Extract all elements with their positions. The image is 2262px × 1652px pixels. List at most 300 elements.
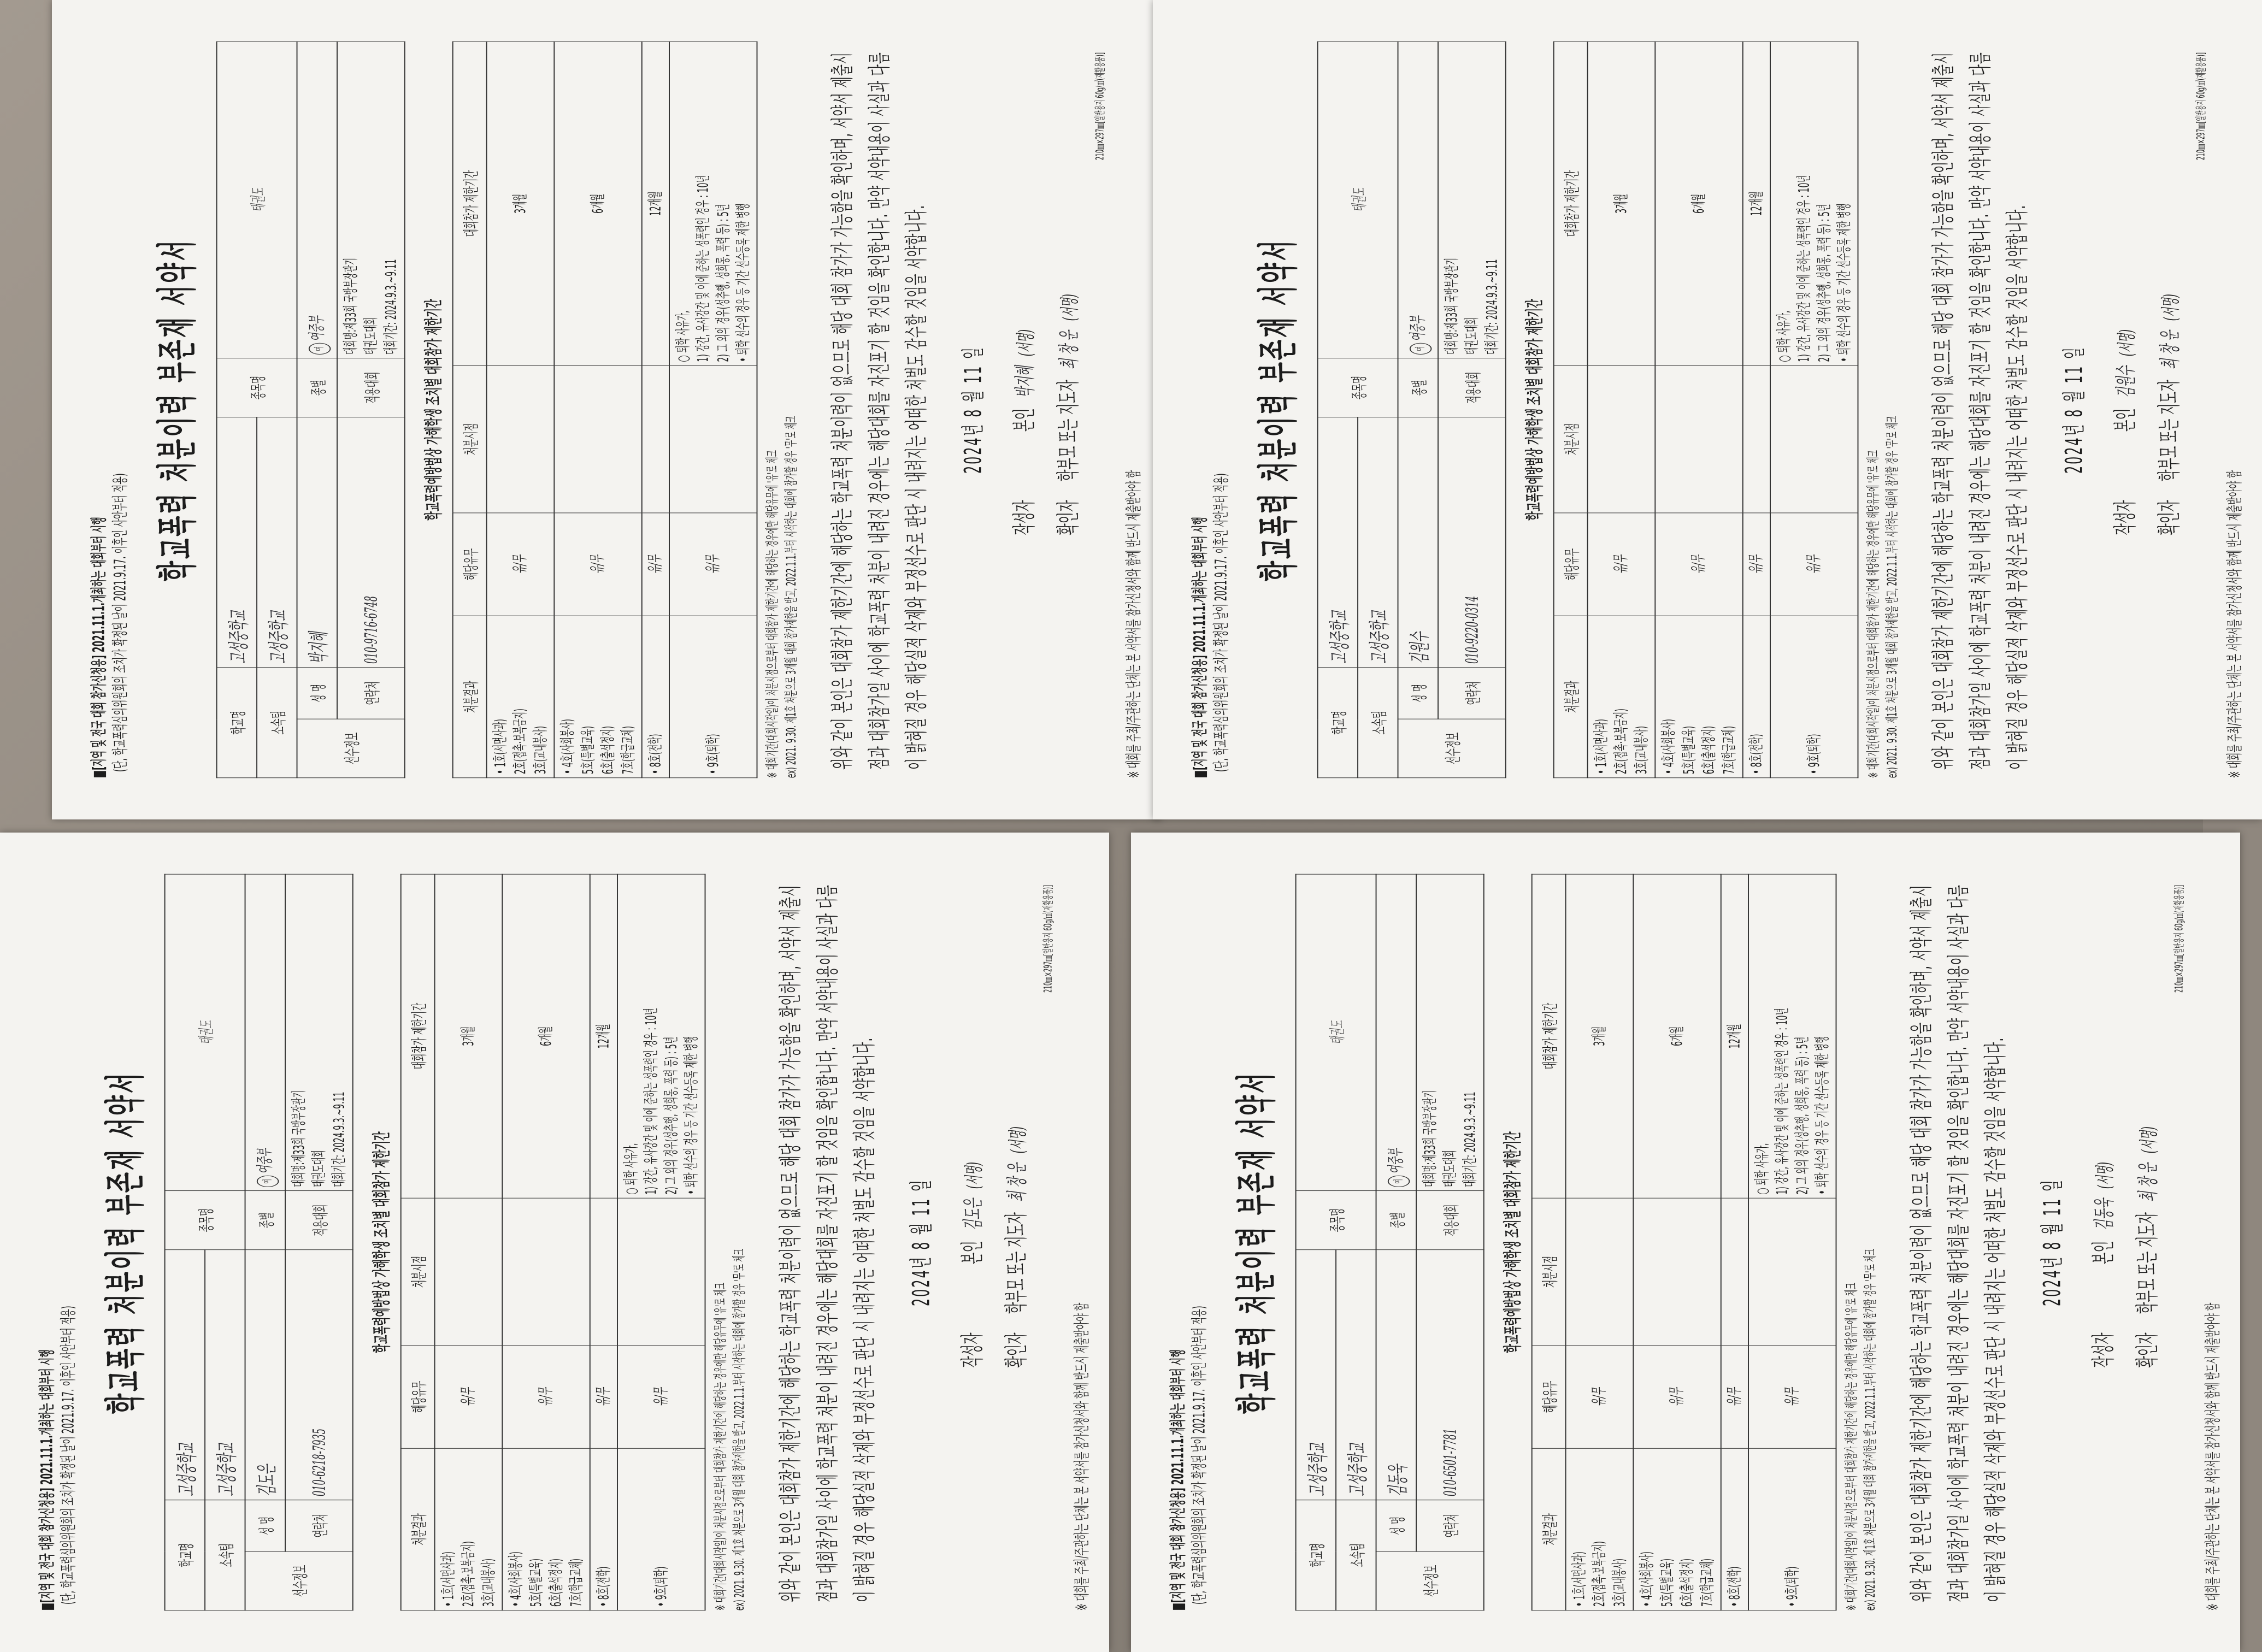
restriction-subtitle: 학교폭력예방법상 가해학생 조치별 대회참가 제한기간 [1524, 299, 1546, 521]
withdraw-line: ○ 퇴학 사유가, [674, 310, 692, 362]
pledge-sheet [1153, 0, 2262, 819]
school-name [165, 1249, 205, 1500]
table-row [1770, 42, 1858, 777]
restriction-cell: 6개월 [1633, 874, 1721, 1198]
paper-spec: 210㎜×297㎜[일반용지 60g/㎡(재활용품)] [2194, 52, 2207, 160]
applicable-mark: 유/무 [1747, 554, 1766, 574]
date-cell [502, 1198, 590, 1345]
contact-value: 010-6218-7935 [309, 1429, 329, 1497]
result-line: 7호(학급교체) [567, 1558, 585, 1607]
applicable-mark: 유/무 [459, 1387, 478, 1407]
discipline-table [1531, 874, 1837, 1610]
competition-name: 대회명:제33회 국방부장관기 [290, 1090, 308, 1188]
col-result: 처분결과 [401, 1448, 435, 1610]
applicable-cell [669, 513, 757, 616]
label-school: 학교명 [1318, 668, 1358, 778]
confirmer-line [995, 874, 1039, 1368]
col-applicable: 해당유무 [401, 1346, 435, 1449]
result-line: 7호(학급교체) [1698, 1558, 1716, 1607]
table-notes [1842, 874, 1880, 1610]
restriction-cell: 3개월 [435, 874, 503, 1198]
applicable-cell [642, 513, 669, 616]
competition-name: 대회명:제33회 국방부장관기 [1421, 1090, 1439, 1188]
writer-line [2105, 42, 2148, 535]
competition-name-2: 태권도대회 [310, 1149, 328, 1188]
category-value [1376, 874, 1416, 1190]
date-cell [487, 365, 555, 512]
athlete-contact [1438, 417, 1506, 667]
withdraw-line: 2) 그 외의 경우(성추행, 성희롱, 폭력 등) : 5년 [714, 204, 732, 362]
circled-stamp: 여 [1388, 1176, 1410, 1187]
date-cell [1655, 365, 1742, 512]
table-row [1721, 874, 1748, 1610]
category-value [1398, 42, 1438, 358]
category-text: 여중부 [254, 1148, 275, 1174]
withdraw-line: 1) 강간, 유사강간 및 이에 준하는 성폭력인 경우 : 10년 [694, 175, 712, 362]
restriction-cell: 3개월 [1566, 874, 1634, 1198]
note-1: ※ 대회기간(대회시작일)이 처분시점으로부터 대회참가 제한기간에 해당하는 경우에만 해당유무에 '유'로 체크 [1865, 450, 1881, 778]
paper-spec: 210㎜×297㎜[일반용지 60g/㎡(재활용품)] [1041, 884, 1055, 993]
coach-seal: (서명) [1007, 1126, 1029, 1154]
date-cell [1588, 365, 1656, 512]
competition-period: 대회기간: 2024.9.3.~9.11 [330, 1092, 348, 1188]
athlete-name [1376, 1249, 1416, 1500]
withdraw-restriction [1770, 42, 1858, 365]
result-line: • 4호(사회봉사) [507, 1551, 525, 1607]
label-athlete-info: 선수정보 [1376, 1551, 1484, 1610]
restriction-cell: 6개월 [554, 42, 641, 365]
result-group-4 [1770, 616, 1858, 777]
confirmer-line [2148, 42, 2192, 535]
restriction-cell: 12개월 [1721, 874, 1748, 1198]
result-group-2 [554, 616, 641, 777]
label-event: 종목명 [1318, 358, 1398, 417]
name-value: 박지혜 [307, 632, 331, 664]
table-row [435, 874, 503, 1610]
confirmer-line [2126, 874, 2170, 1368]
category-value [297, 42, 337, 358]
result-group-2 [1633, 1448, 1721, 1610]
contact-value: 010-6501-7781 [1440, 1429, 1460, 1497]
name-value: 김도은 [255, 1464, 279, 1497]
label-name: 성 명 [297, 668, 337, 719]
event-value: 태권도 [165, 874, 245, 1190]
self-seal: (서명) [1015, 329, 1037, 357]
restriction-cell: 3개월 [487, 42, 555, 365]
withdraw-line: ○ 퇴학 사유가, [1753, 1143, 1771, 1195]
table-row [1633, 874, 1721, 1610]
coach-seal: (서명) [2138, 1126, 2160, 1154]
team-value: 고성중학교 [214, 1443, 239, 1497]
school-name [217, 417, 257, 667]
result-line: 2호(접촉·보복금지) [1591, 1541, 1608, 1607]
label-affiliation: 소속팀 [1358, 668, 1398, 778]
form-title: 학교폭력 처분이력 부존재 서약서 [1254, 238, 1301, 581]
table-row [487, 42, 555, 777]
result-line: • 8호(전학) [1725, 1566, 1743, 1607]
label-affiliation: 소속팀 [1336, 1500, 1376, 1610]
label-name: 성 명 [1398, 668, 1438, 719]
label-category: 종별 [245, 1191, 285, 1250]
pledge-sheet [0, 833, 1109, 1652]
col-applicable: 해당유무 [1532, 1346, 1566, 1449]
applicable-mark: 유/무 [588, 554, 607, 574]
table-row [1743, 42, 1770, 777]
result-line: • 1호(서면사과) [491, 718, 509, 775]
label-name: 성 명 [1376, 1500, 1416, 1551]
school-value: 고성중학교 [226, 610, 251, 664]
label-event: 종목명 [1296, 1191, 1376, 1250]
applicable-cell [1633, 1346, 1721, 1449]
result-line: • 4호(사회봉사) [1660, 718, 1677, 775]
applicable-mark: 유/무 [1590, 1387, 1609, 1407]
coach-seal: (서명) [2160, 294, 2182, 321]
paper-spec: 210㎜×297㎜[일반용지 60g/㎡(재활용품)] [2172, 884, 2186, 993]
form-title: 학교폭력 처분이력 부존재 서약서 [1232, 1071, 1280, 1414]
label-competition: 적용대회 [1416, 1191, 1484, 1250]
school-name [1318, 417, 1358, 667]
label-confirmer: 확인자 [2134, 1332, 2161, 1368]
pledge-text: 위와 같이 본인은 대회참가 제한기간에 해당하는 학교폭력 처분이력이 없으므로 해당 대회 참가가 가능함을 확인하며, 서약서 제출시점과 대회참가일 사이에 학교폭력 처분이 내려진 경우에는 해당대회를 자진포기 할 것임을 확인합니다. 만약 서약내용이 사실과 다름이 밝혀질 경우 해당실적 삭제와 부정선수로 판단 시 내려지는 어떠한 처벌도 감수할 것임을 서약합니다. [829, 52, 930, 770]
label-competition: 적용대회 [285, 1191, 353, 1250]
competition-period: 대회기간: 2024.9.3.~9.11 [382, 259, 400, 355]
result-line: • 1호(서면사과) [1592, 718, 1610, 775]
competition-name: 대회명:제33회 국방부장관기 [341, 257, 360, 355]
withdraw-line: 1) 강간, 유사강간 및 이에 준하는 성폭력인 경우 : 10년 [1773, 1007, 1791, 1195]
table-row [1655, 42, 1742, 777]
col-date: 처분시점 [453, 365, 487, 512]
contact-value: 010-9220-0314 [1462, 596, 1482, 664]
result-line: 3호(교내봉사) [479, 1558, 497, 1607]
competition-info [1438, 42, 1506, 358]
affiliation [1358, 417, 1398, 667]
writer-line [952, 874, 995, 1368]
result-line: • 4호(사회봉사) [1638, 1551, 1656, 1607]
date-cell [1566, 1198, 1634, 1345]
label-self: 본인 [2090, 1241, 2117, 1265]
table-row [669, 42, 757, 777]
result-line: 3호(교내봉사) [1632, 725, 1650, 775]
label-school: 학교명 [1296, 1500, 1336, 1610]
athlete-contact [1416, 1249, 1484, 1500]
applicable-mark: 유/무 [1668, 1387, 1686, 1407]
notice-line-1: ■[지역 및 전국 대회 참가신청용] 2021.11.1.개최하는 대회부터 시행 [1191, 517, 1210, 778]
result-group-3 [1743, 616, 1770, 777]
competition-name: 대회명:제33회 국방부장관기 [1442, 257, 1460, 355]
label-self: 본인 [1011, 408, 1038, 432]
result-group-1 [1588, 616, 1656, 777]
applicable-cell [617, 1346, 705, 1449]
result-line: 6호(출석정지) [1678, 1558, 1696, 1607]
athlete-info-table [216, 42, 405, 778]
result-line: 5호(특별교육) [1658, 1558, 1676, 1607]
confirmer-line [1047, 42, 1091, 535]
circled-stamp: 여 [309, 343, 331, 355]
applicable-mark: 유/무 [703, 554, 722, 574]
label-parent-coach: 학부모 또는 지도자 [1003, 1212, 1030, 1314]
label-contact: 연락처 [1416, 1500, 1484, 1551]
result-group-4 [617, 1448, 705, 1610]
label-writer: 작성자 [2090, 1332, 2117, 1368]
withdraw-restriction [669, 42, 757, 365]
competition-period: 대회기간: 2024.9.3.~9.11 [1461, 1092, 1479, 1188]
applicable-cell [1588, 513, 1656, 616]
label-event: 종목명 [217, 358, 297, 417]
self-signature: 박지혜 [1013, 365, 1038, 398]
withdraw-line: 1) 강간, 유사강간 및 이에 준하는 성폭력인 경우 : 10년 [1795, 175, 1813, 362]
restriction-cell: 3개월 [1588, 42, 1656, 365]
date-cell [554, 365, 641, 512]
col-result: 처분결과 [453, 616, 487, 777]
withdraw-line: 2) 그 외의 경우(성추행, 성희롱, 폭력 등) : 5년 [1793, 1036, 1811, 1195]
table-notes [711, 874, 749, 1610]
result-group-3 [642, 616, 669, 777]
pledge-date: 2024년 8 월 11 일 [908, 1178, 935, 1307]
coach-signature: 최 창 운 [2136, 1163, 2161, 1202]
applicable-cell [1770, 513, 1858, 616]
school-value: 고성중학교 [174, 1443, 199, 1497]
self-seal: (서명) [2094, 1161, 2116, 1189]
category-text: 여중부 [1407, 316, 1428, 341]
applicable-mark: 유/무 [1689, 554, 1708, 574]
result-line: • 9호(퇴학) [704, 734, 722, 775]
result-line: 6호(출석정지) [547, 1558, 565, 1607]
date-cell [590, 1198, 617, 1345]
applicable-cell [435, 1346, 503, 1449]
applicable-mark: 유/무 [537, 1387, 555, 1407]
self-seal: (서명) [963, 1161, 985, 1189]
withdraw-restriction [617, 874, 705, 1198]
date-cell [642, 365, 669, 512]
athlete-info-table [1295, 874, 1485, 1610]
result-line: 6호(출석정지) [599, 725, 617, 775]
applicable-cell [1566, 1346, 1634, 1449]
result-group-2 [502, 1448, 590, 1610]
coach-signature: 최 창 운 [2158, 330, 2183, 369]
label-competition: 적용대회 [1438, 358, 1506, 417]
athlete-info-table [164, 874, 354, 1610]
pledge-text: 위와 같이 본인은 대회참가 제한기간에 해당하는 학교폭력 처분이력이 없으므로 해당 대회 참가가 가능함을 확인하며, 서약서 제출시점과 대회참가일 사이에 학교폭력 처분이 내려진 경우에는 해당대회를 자진포기 할 것임을 확인합니다. 만약 서약내용이 사실과 다름이 밝혀질 경우 해당실적 삭제와 부정선수로 판단 시 내려지는 어떠한 처벌도 감수할 것임을 서약합니다. [1930, 52, 2031, 770]
submission-footer: ※ 대회를 주최/주관하는 단체는 본 서약서를 참가신청서와 함께 반드시 제출받아야 함 [2204, 1302, 2223, 1611]
withdraw-line: • 퇴학 선수의 경우 등 기간 선수등록 제한 병행 [682, 1036, 700, 1195]
result-group-1 [1566, 1448, 1634, 1610]
circled-stamp: 여 [257, 1176, 279, 1187]
applicable-cell [590, 1346, 617, 1449]
withdraw-line: 2) 그 외의 경우(성추행, 성희롱, 폭력 등) : 5년 [1815, 204, 1833, 362]
restriction-subtitle: 학교폭력예방법상 가해학생 조치별 대회참가 제한기간 [371, 1131, 393, 1353]
label-athlete-info: 선수정보 [1398, 719, 1506, 778]
label-category: 종별 [1376, 1191, 1416, 1250]
coach-seal: (서명) [1059, 294, 1081, 321]
col-applicable: 해당유무 [1554, 513, 1588, 616]
date-cell [617, 1198, 705, 1345]
pledge-date: 2024년 8 월 11 일 [2039, 1178, 2066, 1307]
result-group-2 [1655, 616, 1742, 777]
self-seal: (서명) [2116, 329, 2138, 357]
label-category: 종별 [297, 358, 337, 417]
col-result: 처분결과 [1554, 616, 1588, 777]
label-contact: 연락처 [337, 668, 405, 719]
result-line: 7호(학급교체) [619, 725, 637, 775]
contact-value: 010-9716-6748 [361, 596, 381, 664]
coach-signature: 최 창 운 [1057, 330, 1082, 369]
note-2: ex) 2021. 9.30. 제1호 처분으로 3개월 대회 참가제한을 받고, 2022.1.1.부터 시작하는 대회에 참가할 경우 '무'로 체크 [731, 1248, 747, 1611]
writer-line [1004, 42, 1047, 535]
date-cell [1721, 1198, 1748, 1345]
event-value: 태권도 [1296, 874, 1376, 1190]
athlete-name [297, 417, 337, 667]
table-row [590, 874, 617, 1610]
restriction-cell: 12개월 [642, 42, 669, 365]
competition-info [337, 42, 405, 358]
school-value: 고성중학교 [1305, 1443, 1330, 1497]
applicable-mark: 유/무 [1782, 1387, 1801, 1407]
applicable-mark: 유/무 [651, 1387, 670, 1407]
competition-period: 대회기간: 2024.9.3.~9.11 [1483, 259, 1501, 355]
applicable-cell [1655, 513, 1742, 616]
applicable-cell [1721, 1346, 1748, 1449]
result-group-1 [487, 616, 555, 777]
note-2: ex) 2021. 9.30. 제1호 처분으로 3개월 대회 참가제한을 받고, 2022.1.1.부터 시작하는 대회에 참가할 경우 '무'로 체크 [1884, 416, 1900, 778]
affiliation [1336, 1249, 1376, 1500]
col-date: 처분시점 [1554, 365, 1588, 512]
label-athlete-info: 선수정보 [245, 1551, 353, 1610]
circled-stamp: 여 [1410, 343, 1432, 355]
self-signature: 김도은 [961, 1198, 986, 1231]
label-contact: 연락처 [285, 1500, 353, 1551]
withdraw-line: ○ 퇴학 사유가, [622, 1143, 640, 1195]
restriction-cell: 12개월 [1743, 42, 1770, 365]
table-notes [763, 42, 801, 778]
col-restriction: 대회참가 제한기간 [1554, 42, 1588, 365]
applicable-cell [1743, 513, 1770, 616]
self-signature: 김동욱 [2092, 1198, 2117, 1231]
table-row [1566, 874, 1634, 1610]
result-line: 2호(접촉·보복금지) [460, 1541, 477, 1607]
applicable-mark: 유/무 [1725, 1387, 1744, 1407]
pledge-sheet [52, 0, 1161, 819]
label-category: 종별 [1398, 358, 1438, 417]
applicable-mark: 유/무 [1804, 554, 1823, 574]
team-value: 고성중학교 [1367, 610, 1392, 664]
result-group-3 [1721, 1448, 1748, 1610]
date-cell [1633, 1198, 1721, 1345]
withdraw-line: ○ 퇴학 사유가, [1775, 310, 1793, 362]
col-restriction: 대회참가 제한기간 [1532, 874, 1566, 1198]
category-text: 여중부 [1385, 1148, 1406, 1174]
affiliation [257, 417, 297, 667]
paper-spec: 210㎜×297㎜[일반용지 60g/㎡(재활용품)] [1093, 52, 1106, 160]
label-affiliation: 소속팀 [205, 1500, 245, 1610]
date-cell [669, 365, 757, 512]
applicable-mark: 유/무 [594, 1387, 613, 1407]
result-line: 5호(특별교육) [527, 1558, 545, 1607]
discipline-table [400, 874, 706, 1610]
submission-footer: ※ 대회를 주최/주관하는 단체는 본 서약서를 참가신청서와 함께 반드시 제출받아야 함 [2225, 470, 2245, 778]
competition-name-2: 태권도대회 [1441, 1149, 1459, 1188]
note-2: ex) 2021. 9.30. 제1호 처분으로 3개월 대회 참가제한을 받고, 2022.1.1.부터 시작하는 대회에 참가할 경우 '무'로 체크 [1862, 1248, 1878, 1611]
school-name [1296, 1249, 1336, 1500]
submission-footer: ※ 대회를 주최/주관하는 단체는 본 서약서를 참가신청서와 함께 반드시 제출받아야 함 [1124, 470, 1144, 778]
name-value: 김동욱 [1386, 1464, 1410, 1497]
notice-line-1: ■[지역 및 전국 대회 참가신청용] 2021.11.1.개최하는 대회부터 시행 [1169, 1349, 1188, 1611]
note-1: ※ 대회기간(대회시작일)이 처분시점으로부터 대회참가 제한기간에 해당하는 경우에만 해당유무에 '유'로 체크 [764, 450, 780, 778]
result-line: • 1호(서면사과) [439, 1551, 457, 1607]
withdraw-restriction [1748, 874, 1836, 1198]
note-1: ※ 대회기간(대회시작일)이 처분시점으로부터 대회참가 제한기간에 해당하는 경우에만 해당유무에 '유'로 체크 [712, 1283, 728, 1611]
applicable-cell [502, 1346, 590, 1449]
event-value: 태권도 [1318, 42, 1398, 358]
restriction-cell: 12개월 [590, 874, 617, 1198]
restriction-subtitle: 학교폭력예방법상 가해학생 조치별 대회참가 제한기간 [423, 299, 445, 521]
label-contact: 연락처 [1438, 668, 1506, 719]
date-cell [1743, 365, 1770, 512]
label-school: 학교명 [165, 1500, 205, 1610]
table-row [554, 42, 641, 777]
notice-line-2: (단, 학교폭력심의위원회의 조치가 확정된 날이 2021.9.17. 이후인 사안부터 적용) [1190, 1306, 1209, 1605]
applicable-cell [487, 513, 555, 616]
table-row [502, 874, 590, 1610]
result-line: 7호(학급교체) [1720, 725, 1738, 775]
competition-name-2: 태권도대회 [1463, 317, 1481, 355]
table-row [642, 42, 669, 777]
label-name: 성 명 [245, 1500, 285, 1551]
label-writer: 작성자 [959, 1332, 986, 1368]
form-title: 학교폭력 처분이력 부존재 서약서 [101, 1071, 149, 1414]
table-row [617, 874, 705, 1610]
result-group-1 [435, 1448, 503, 1610]
competition-info [1416, 874, 1484, 1190]
restriction-cell: 6개월 [1655, 42, 1742, 365]
result-line: 3호(교내봉사) [531, 725, 549, 775]
athlete-contact [337, 417, 405, 667]
pledge-text: 위와 같이 본인은 대회참가 제한기간에 해당하는 학교폭력 처분이력이 없으므로 해당 대회 참가가 가능함을 확인하며, 서약서 제출시점과 대회참가일 사이에 학교폭력 처분이 내려진 경우에는 해당대회를 자진포기 할 것임을 확인합니다. 만약 서약내용이 사실과 다름이 밝혀질 경우 해당실적 삭제와 부정선수로 판단 시 내려지는 어떠한 처벌도 감수할 것임을 서약합니다. [777, 884, 878, 1603]
table-row [1588, 42, 1656, 777]
result-line: 3호(교내봉사) [1610, 1558, 1628, 1607]
withdraw-line: • 퇴학 선수의 경우 등 기간 선수등록 제한 병행 [1813, 1036, 1831, 1195]
label-parent-coach: 학부모 또는 지도자 [2155, 380, 2183, 482]
pledge-sheet [1131, 833, 2240, 1652]
result-group-4 [669, 616, 757, 777]
result-line: • 9호(퇴학) [652, 1566, 670, 1607]
withdraw-line: 1) 강간, 유사강간 및 이에 준하는 성폭력인 경우 : 10년 [642, 1007, 660, 1195]
athlete-name [1398, 417, 1438, 667]
label-competition: 적용대회 [337, 358, 405, 417]
col-restriction: 대회참가 제한기간 [401, 874, 435, 1198]
label-event: 종목명 [165, 1191, 245, 1250]
discipline-table [452, 42, 758, 778]
col-restriction: 대회참가 제한기간 [453, 42, 487, 365]
label-school: 학교명 [217, 668, 257, 778]
category-value [245, 874, 285, 1190]
result-line: • 8호(전학) [594, 1566, 612, 1607]
result-line: • 4호(사회봉사) [559, 718, 576, 775]
date-cell [1748, 1198, 1836, 1345]
result-line: 6호(출석정지) [1700, 725, 1718, 775]
name-value: 김원수 [1407, 632, 1432, 664]
result-group-4 [1748, 1448, 1836, 1610]
result-line: 2호(접촉·보복금지) [511, 709, 529, 775]
affiliation [205, 1249, 245, 1500]
applicable-mark: 유/무 [511, 554, 529, 574]
result-line: 5호(특별교육) [1680, 725, 1698, 775]
applicable-mark: 유/무 [1612, 554, 1630, 574]
result-line: • 8호(전학) [1747, 734, 1765, 775]
col-result: 처분결과 [1532, 1448, 1566, 1610]
label-confirmer: 확인자 [1003, 1332, 1030, 1368]
result-line: • 9호(퇴학) [1783, 1566, 1801, 1607]
table-notes [1864, 42, 1902, 778]
